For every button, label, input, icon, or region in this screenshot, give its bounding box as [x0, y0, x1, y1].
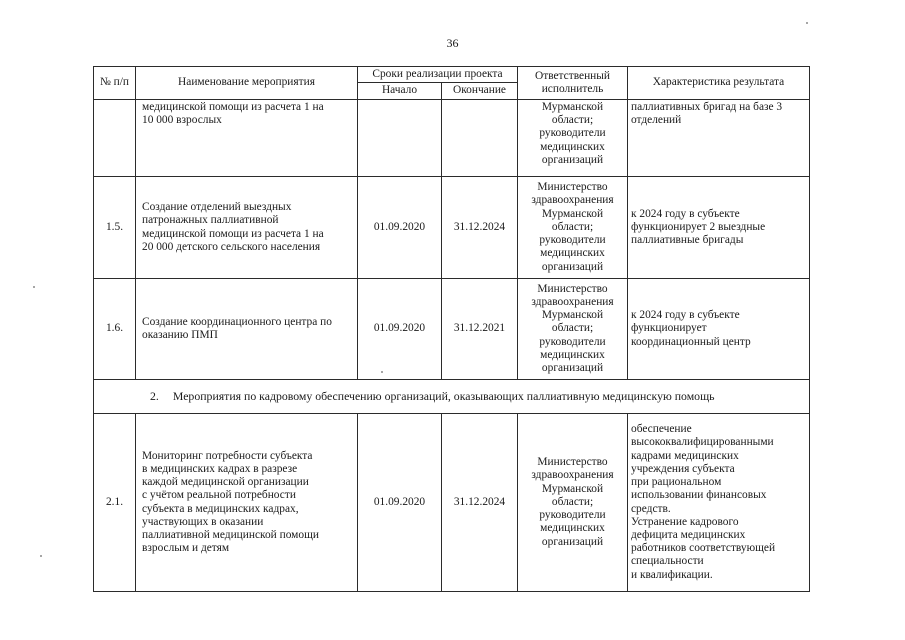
header-num: № п/п: [99, 76, 130, 89]
row-end: 31.12.2021: [453, 322, 506, 335]
scan-speck: [33, 286, 35, 288]
row-name: медицинской помощи из расчета 1 на 10 000 взрослых: [142, 101, 324, 127]
row-result: паллиативных бригад на базе 3 отделений: [631, 101, 783, 127]
page-number: 36: [446, 36, 459, 50]
row-name: Создание отделений выездных патронажных паллиативной медицинской помощи из расчета 1 на 20 000 детского сельского населения: [142, 201, 324, 253]
row-start: 01.09.2020: [373, 495, 426, 508]
scan-speck: [381, 371, 383, 373]
row-name: Мониторинг потребности субъекта в медицинских кадрах в разрезе каждой медицинской организации с учётом реальной потребности субъекта в медицинских кадрах, участвующих в оказании паллиативной медицинской помощи взрослым и детям: [142, 449, 319, 555]
row-end: 31.12.2024: [453, 495, 506, 508]
row-responsible: Министерство здравоохранения Мурманской области; руководители медицинских организаций: [531, 282, 614, 374]
row-num: 1.6.: [105, 322, 124, 335]
row-num: 1.5.: [105, 220, 124, 233]
scan-speck: [40, 555, 42, 557]
row-result: обеспечение высококвалифицированными кадрами медицинских учреждения субъекта при рациональном использовании финансовых средств. Устранение кадрового дефицита медицинских работников соответствующей специальности и квалификации.: [631, 423, 776, 581]
section-heading: [94, 380, 809, 413]
row-end: 31.12.2024: [453, 220, 506, 233]
header-responsible: Ответственный исполнитель: [534, 69, 611, 95]
header-end: Окончание: [452, 84, 506, 97]
scan-speck: [806, 22, 808, 24]
row-result: к 2024 году в субъекте функционирует 2 выездные паллиативные бригады: [631, 207, 766, 247]
header-start: Начало: [381, 84, 418, 97]
header-result: Характеристика результата: [652, 76, 785, 89]
row-responsible: Мурманской области; руководители медицинских организаций: [539, 101, 606, 166]
header-period: Сроки реализации проекта: [372, 67, 503, 80]
row-num: 2.1.: [105, 495, 124, 508]
header-name: Наименование мероприятия: [178, 76, 315, 89]
section-title: Мероприятия по кадровому обеспечению организаций, оказывающих паллиативную медицинскую помощь: [172, 388, 715, 403]
row-result: к 2024 году в субъекте функционирует координационный центр: [631, 309, 751, 348]
row-start: 01.09.2020: [373, 220, 426, 233]
row-responsible: Министерство здравоохранения Мурманской области; руководители медицинских организаций: [531, 181, 614, 273]
row-name: Создание координационного центра по оказанию ПМП: [142, 315, 332, 341]
section-number: 2.: [150, 388, 159, 403]
row-responsible: Министерство здравоохранения Мурманской области; руководители медицинских организаций: [531, 456, 614, 548]
row-start: 01.09.2020: [373, 322, 426, 335]
